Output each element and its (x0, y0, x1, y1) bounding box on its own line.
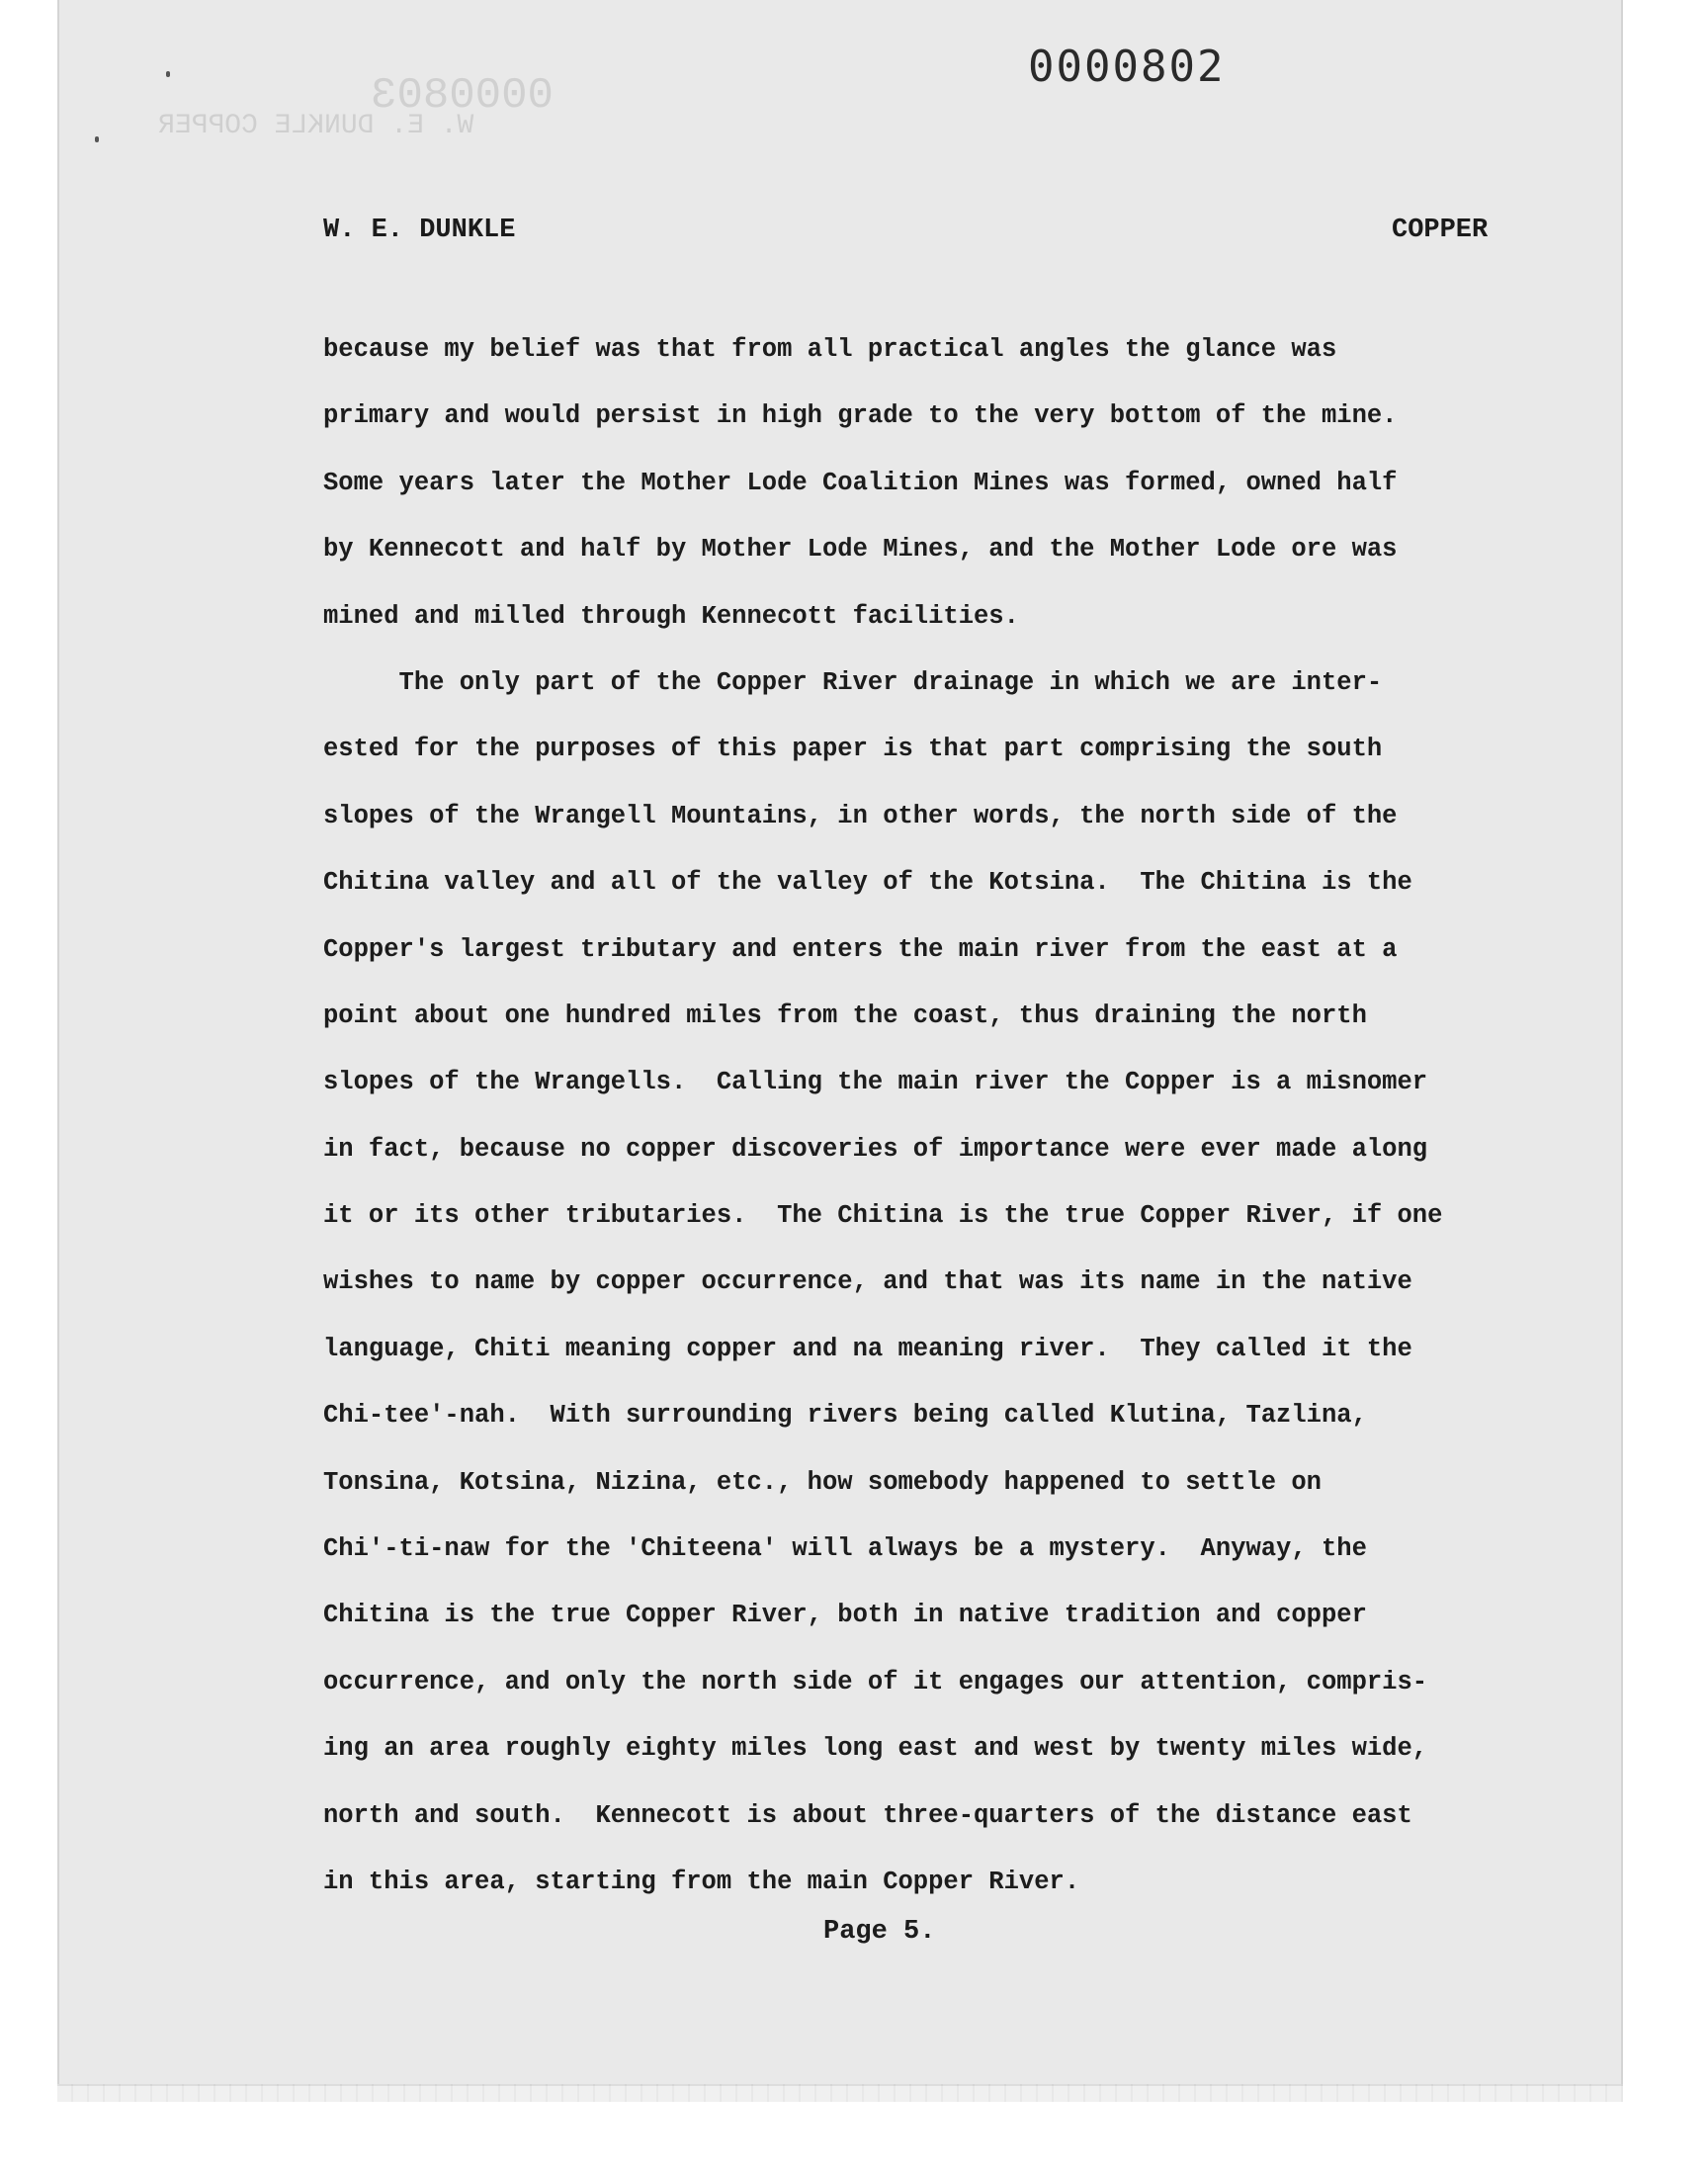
page-edge-strip (57, 2084, 1623, 2102)
page-number: Page 5. (823, 1917, 936, 1947)
subject-header: COPPER (1392, 216, 1489, 245)
text-line: point about one hundred miles from the coast, thus draining the north (323, 1000, 1367, 1030)
body-text (323, 316, 1549, 1915)
text-line: occurrence, and only the north side of it engages our attention, compris- (323, 1667, 1428, 1696)
text-line: primary and would persist in high grade to the very bottom of the mine. (323, 401, 1398, 431)
text-line: slopes of the Wrangell Mountains, in other words, the north side of the (323, 801, 1398, 830)
text-line: Copper's largest tributary and enters the main river from the east at a (323, 934, 1398, 964)
text-line: ested for the purposes of this paper is that part comprising the south (323, 735, 1383, 764)
margin-mark (95, 136, 99, 142)
text-line: slopes of the Wrangells. Calling the main river the Copper is a misnomer (323, 1068, 1428, 1097)
text-line: ing an area roughly eighty miles long east and west by twenty miles wide, (323, 1734, 1428, 1764)
text-line: in fact, because no copper discoveries of importance were ever made along (323, 1134, 1428, 1164)
text-line: language, Chiti meaning copper and na meaning river. They called it the (323, 1334, 1412, 1363)
text-line: mined and milled through Kennecott facilities. (323, 601, 1019, 631)
text-line: Chi'-ti-naw for the 'Chiteena' will always be a mystery. Anyway, the (323, 1534, 1367, 1564)
text-line: Chi-tee'-nah. With surrounding rivers being called Klutina, Tazlina, (323, 1401, 1367, 1431)
bleed-through-header: W. E. DUNKLE COPPER (158, 111, 474, 141)
document-number: 0000802 (1028, 42, 1226, 92)
bleed-through-number: 0000803 (371, 71, 554, 121)
text-line: north and south. Kennecott is about three-quarters of the distance east (323, 1800, 1412, 1830)
text-line: wishes to name by copper occurrence, and that was its name in the native (323, 1267, 1412, 1297)
text-line: Tonsina, Kotsina, Nizina, etc., how somebody happened to settle on (323, 1467, 1322, 1497)
text-line: because my belief was that from all practical angles the glance was (323, 335, 1337, 364)
text-line: Chitina valley and all of the valley of the Kotsina. The Chitina is the (323, 868, 1412, 898)
text-line: by Kennecott and half by Mother Lode Mines, and the Mother Lode ore was (323, 535, 1398, 565)
text-line: it or its other tributaries. The Chitina is the true Copper River, if one (323, 1201, 1443, 1231)
text-line: Chitina is the true Copper River, both in native tradition and copper (323, 1601, 1367, 1630)
text-line: in this area, starting from the main Copper River. (323, 1867, 1080, 1896)
margin-mark (166, 71, 170, 77)
text-line: Some years later the Mother Lode Coalition Mines was formed, owned half (323, 468, 1398, 497)
author-header: W. E. DUNKLE (323, 216, 516, 245)
text-line: The only part of the Copper River drainage in which we are inter- (323, 667, 1383, 697)
